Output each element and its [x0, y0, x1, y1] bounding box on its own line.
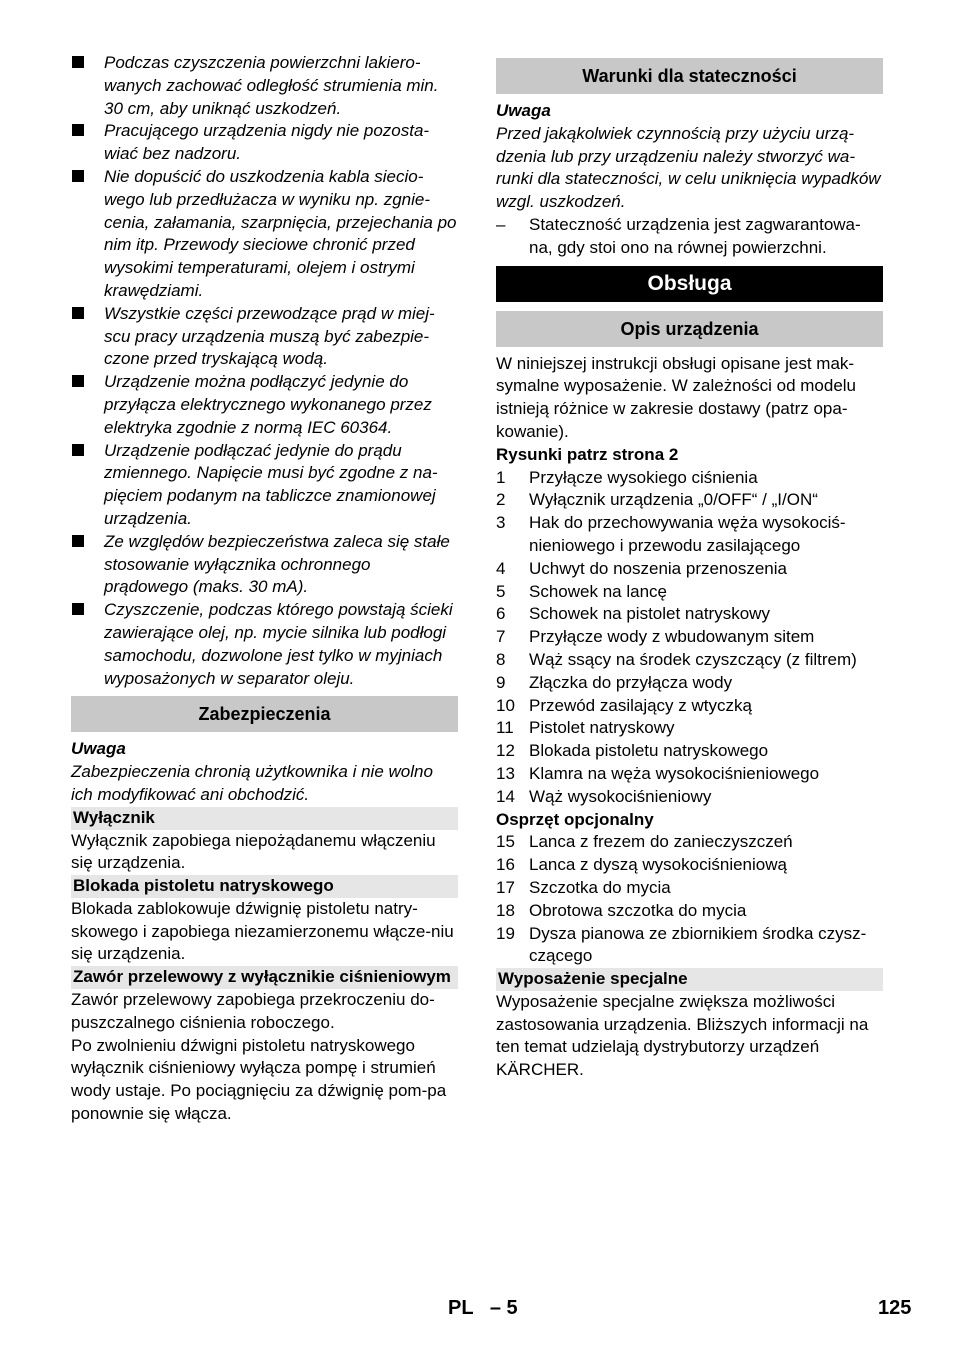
- item-text: Szczotka do mycia: [529, 877, 671, 897]
- item-number: 5: [496, 581, 506, 601]
- item-number: 17: [496, 877, 515, 897]
- paragraph: Wyłącznik zapobiega niepożądanemu włączeniu się urządzenia.: [71, 830, 436, 873]
- item-number: 2: [496, 490, 506, 510]
- list-item: – Stateczność urządzenia jest zagwarantowa-na, gdy stoi ono na równej powierzchni.: [496, 214, 861, 257]
- list-item: [496, 558, 883, 581]
- list-item: [496, 923, 883, 969]
- list-item: Czyszczenie, podczas którego powstają ścieki zawierające olej, np. mycie silnika lub podłogi samochodu, dozwolone jest tylko w myjniach wyposażonych w separator oleju.: [71, 599, 458, 690]
- item-text: Złączka do przyłącza wody: [529, 672, 733, 692]
- item-number: 4: [496, 558, 506, 578]
- item-number: 6: [496, 604, 506, 624]
- subheading-blokada: Blokada pistoletu natryskowego: [71, 875, 458, 898]
- item-text: Lanca z frezem do zanieczyszczeń: [529, 832, 793, 852]
- list-item: [496, 854, 883, 877]
- item-text: Wąż ssący na środek czyszczący (z filtrem): [529, 649, 857, 669]
- square-bullet-icon: [72, 56, 84, 68]
- list-item: [496, 603, 883, 626]
- list-item: Podczas czyszczenia powierzchni lakiero-wanych zachować odległość strumienia min. 30 cm, aby uniknąć uszkodzeń.: [71, 52, 458, 120]
- item-text: Uchwyt do noszenia przenoszenia: [529, 558, 787, 578]
- list-item: Pracującego urządzenia nigdy nie pozosta-wiać bez nadzoru.: [71, 120, 458, 166]
- item-number: 11: [496, 718, 514, 738]
- paragraph: Po zwolnieniu dźwigni pistoletu natryskowego wyłącznik ciśnieniowy wyłącza pompę i strumień wody ustaje. Po pociągnięciu za dźwignię pom-pa ponownie się włącza.: [71, 1035, 447, 1124]
- paragraph: Blokada zablokowuje dźwignię pistoletu natry-skowego i zapobiega niezamierzonemu włącze-niu się urządzenia.: [71, 898, 454, 964]
- item-number: 19: [496, 923, 515, 943]
- list-item: [496, 900, 883, 923]
- square-bullet-icon: [72, 375, 84, 387]
- list-item: [496, 717, 883, 740]
- paragraph: W niniejszej instrukcji obsługi opisane jest mak-symalne wyposażenie. W zależności od modelu istnieją różnice w zakresie dostawy (patrz opa-kowanie).: [496, 353, 857, 441]
- square-bullet-icon: [72, 535, 84, 547]
- list-item: [496, 467, 883, 490]
- item-number: 1: [496, 467, 506, 487]
- section-heading-warunki: Warunki dla stateczności: [496, 58, 883, 94]
- safety-bullet-list: [71, 52, 458, 690]
- square-bullet-icon: [72, 124, 84, 136]
- item-text: Obrotowa szczotka do mycia: [529, 900, 747, 920]
- square-bullet-icon: [72, 307, 84, 319]
- list-item: [496, 695, 883, 718]
- list-item: Wszystkie części przewodzące prąd w miej-scu pracy urządzenia muszą być zabezpie-czone przed tryskającą wodą.: [71, 303, 458, 371]
- subheading-wylacznik: Wyłącznik: [71, 807, 458, 830]
- list-item: [496, 831, 883, 854]
- note-text: Przed jakąkolwiek czynnością przy użyciu urzą-dzenia lub przy urządzeniu należy stworzyć wa-runki dla stateczności, w celu uniknięcia wypadków wzgl. uszkodzeń.: [496, 123, 881, 212]
- item-number: 8: [496, 649, 506, 669]
- item-text: Klamra na węża wysokociśnieniowego: [529, 763, 820, 783]
- item-text: Przyłącze wody z wbudowanym sitem: [529, 627, 815, 647]
- right-column: [496, 52, 883, 1082]
- note-text: Zabezpieczenia chronią użytkownika i nie wolno ich modyfikować ani obchodzić.: [71, 762, 433, 804]
- item-text: Przewód zasilający z wtyczką: [529, 695, 752, 715]
- parts-list: [496, 467, 883, 809]
- paragraph: Wyposażenie specjalne zwiększa możliwości zastosowania urządzenia. Bliższych informacji na ten temat udzielają dystrybutorzy urządzeń KÄRCHER.: [496, 991, 869, 1080]
- list-item: [496, 512, 883, 558]
- subheading-special-equipment: Wyposażenie specjalne: [496, 968, 883, 991]
- list-item: [496, 877, 883, 900]
- section-heading-opis: Opis urządzenia: [496, 311, 883, 347]
- list-item: [496, 649, 883, 672]
- item-text: Przyłącze wysokiego ciśnienia: [529, 467, 758, 487]
- item-text: Schowek na pistolet natryskowy: [529, 604, 770, 624]
- list-item: [496, 740, 883, 763]
- item-number: 3: [496, 513, 506, 533]
- optional-accessories-list: [496, 831, 883, 968]
- item-text: Hak do przechowywania węża wysokociś-nieniowego i przewodu zasilającego: [529, 513, 846, 555]
- item-number: 14: [496, 786, 515, 806]
- list-item: [496, 489, 883, 512]
- list-item: Ze względów bezpieczeństwa zaleca się stałe stosowanie wyłącznika ochronnego prądowego (maks. 30 mA).: [71, 531, 458, 599]
- item-number: 15: [496, 832, 515, 852]
- item-number: 9: [496, 672, 506, 692]
- item-number: 7: [496, 627, 506, 647]
- item-text: Schowek na lancę: [529, 581, 667, 601]
- item-text: Wąż wysokociśnieniowy: [529, 786, 712, 806]
- item-number: 18: [496, 900, 515, 920]
- dash-bullet: –: [496, 214, 506, 234]
- list-item: [496, 763, 883, 786]
- list-item: Urządzenie podłączać jedynie do prądu zmiennego. Napięcie musi być zgodne z na-pięciem podanym na tabliczce znamionowej urządzenia.: [71, 440, 458, 531]
- section-heading-zabezpieczenia: Zabezpieczenia: [71, 696, 458, 732]
- item-text: Pistolet natryskowy: [529, 718, 675, 738]
- footer-language-page: PL – 5: [448, 1297, 518, 1319]
- note-label: Uwaga: [71, 739, 126, 759]
- item-text: Lanca z dyszą wysokociśnieniową: [529, 855, 787, 875]
- list-item: [496, 581, 883, 604]
- subheading-zawor: Zawór przelewowy z wyłącznikie ciśnieniowym: [71, 966, 458, 989]
- square-bullet-icon: [72, 444, 84, 456]
- optional-accessories-heading: Osprzęt opcjonalny: [496, 809, 654, 829]
- paragraph: Zawór przelewowy zapobiega przekroczeniu do-puszczalnego ciśnienia roboczego.: [71, 990, 435, 1032]
- item-number: 16: [496, 855, 515, 875]
- chapter-heading-obsluga: Obsługa: [496, 266, 883, 302]
- item-text: Dysza pianowa ze zbiornikiem środka czysz-czącego: [529, 923, 867, 966]
- figures-reference: Rysunki patrz strona 2: [496, 444, 679, 464]
- list-item: [496, 672, 883, 695]
- item-number: 12: [496, 741, 515, 761]
- item-text: Wyłącznik urządzenia „0/OFF“ / „I/ON“: [529, 490, 818, 510]
- list-item: Urządzenie można podłączyć jedynie do przyłącza elektrycznego wykonanego przez elektryka zgodnie z normą IEC 60364.: [71, 371, 458, 439]
- left-column: [71, 52, 458, 1126]
- page-number: 125: [878, 1297, 912, 1319]
- list-item: [496, 626, 883, 649]
- item-number: 13: [496, 763, 515, 783]
- item-number: 10: [496, 695, 515, 715]
- item-text: Blokada pistoletu natryskowego: [529, 741, 769, 761]
- square-bullet-icon: [72, 170, 84, 182]
- note-label: Uwaga: [496, 101, 551, 120]
- square-bullet-icon: [72, 603, 84, 615]
- list-item: [496, 786, 883, 809]
- list-item: Nie dopuścić do uszkodzenia kabla siecio-wego lub przedłużacza w wyniku np. zgnie-cenia, załamania, szarpnięcia, przejechania po nim itp. Przewody sieciowe chronić przed wysokimi temperaturami, olejem i ostrymi krawędziami.: [71, 166, 458, 303]
